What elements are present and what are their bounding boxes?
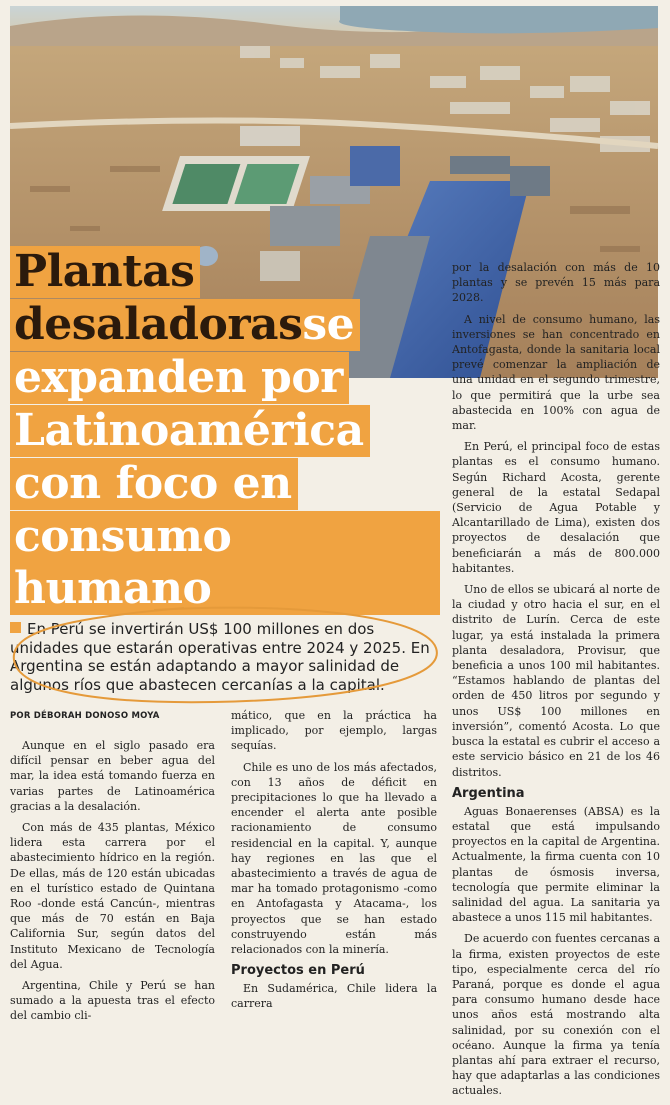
col3-paragraph: De acuerdo con fuentes cercanas a la firma, existen proyectos de este tipo, especialmente cerca del río Paraná, porque es donde el agua para consumo humano desde hace unos años está mostrando alta salinidad, por su conexión con el océano. Aunque la firma ya tenía plantas ahí para extraer el recurso, hay que adaptarlas a las condiciones actuales. bbox=[452, 932, 660, 1098]
col3-paragraph: Aguas Bonaerenses (ABSA) es la estatal que está impulsando proyectos en la capital de Argentina. Actualmente, la firma cuenta con 10 plantas de ósmosis inversa, tecnología que permite eliminar la salinidad del agua. La sanitaria ya abastece a unos 115 mil habitantes. bbox=[452, 804, 660, 925]
headline-line-2a: desaladoras bbox=[14, 299, 303, 350]
col3-paragraph: A nivel de consumo humano, las inversiones se han concentrado en Antofagasta, donde la sanitaria local prevé comenzar la ampliación de una unidad en el segundo trimestre, lo que permitirá que la urbe sea abastecida en 100% con agua de mar. bbox=[452, 312, 660, 433]
column-2 bbox=[231, 708, 437, 1018]
lead-text: En Perú se invertirán US$ 100 millones en dos unidades que estarán operativas entre 2024 y 2025. En Argentina se están adaptando a mayor salinidad de algunos ríos que abastecen cercanías a la capital. bbox=[10, 620, 430, 694]
section-heading-argentina: Argentina bbox=[452, 785, 525, 801]
headline-line-3: expanden por bbox=[10, 352, 349, 404]
headline-line-4: Latinoamérica bbox=[10, 405, 370, 457]
col3-paragraph: Uno de ellos se ubicará al norte de la ciudad y otro hacia el sur, en el distrito de Lurín. Cerca de este lugar, ya está instalada la primera planta desaladora, Provisur, que beneficia a unos 100 mil habitantes. “Estamos hablando de plantas del orden de 450 litros por segundo y unos US$ 100 millones en inversión”, comentó Acosta. Lo que busca la estatal es cubrir el acceso a este servicio básico en 21 de los 46 distritos. bbox=[452, 583, 660, 779]
headline-line-2b: se bbox=[302, 299, 355, 350]
column-1 bbox=[10, 738, 215, 1030]
headline-line-5: con foco en bbox=[10, 458, 298, 510]
col1-paragraph: Argentina, Chile y Perú se han sumado a la apuesta tras el efecto del cambio cli- bbox=[10, 979, 215, 1023]
byline: POR DÉBORAH DONOSO MOYA bbox=[10, 711, 160, 721]
headline-line-1: Plantas bbox=[10, 246, 200, 298]
lead-bullet-icon bbox=[10, 622, 21, 633]
section-heading-peru: Proyectos en Perú bbox=[231, 963, 365, 979]
col3-paragraph: por la desalación con más de 10 plantas y se prevén 15 más para 2028. bbox=[452, 261, 660, 305]
col3-paragraph: En Perú, el principal foco de estas plantas es el consumo humano. Según Richard Acosta, gerente general de la estatal Sedapal (Servicio de Agua Potable y Alcantarillado de Lima), existen dos proyectos de desalación que beneficiarán a más de 800.000 habitantes. bbox=[452, 440, 660, 575]
col1-paragraph: Aunque en el siglo pasado era difícil pensar en beber agua del mar, la idea está tomando fuerza en varias partes de Latinoamérica gracias a la desalación. bbox=[10, 739, 215, 813]
lead-paragraph bbox=[10, 620, 442, 694]
col2-paragraph: mático, que en la práctica ha implicado, por ejemplo, largas sequías. bbox=[231, 709, 437, 753]
col2-paragraph: Chile es uno de los más afectados, con 13 años de déficit en precipitaciones lo que ha llevado a encender el alerta ante posible racionamiento de consumo residencial en la capital. Y, aunque hay regiones en las que el abastecimiento a través de agua de mar ha tomado protagonismo -como en Antofagasta y Atacama-, los proyectos que se han estado construyendo están más relacionados con la minería. bbox=[231, 760, 437, 957]
headline-line-6: consumo humano bbox=[10, 511, 440, 615]
col2-paragraph: En Sudamérica, Chile lidera la carrera bbox=[231, 982, 437, 1011]
headline bbox=[10, 246, 440, 616]
column-3 bbox=[452, 260, 660, 1105]
col1-paragraph: Con más de 435 plantas, México lidera esta carrera por el abastecimiento hídrico en la región. De ellas, más de 120 están ubicadas en el turístico estado de Quintana Roo -donde está Cancún-, mientras que más de 70 están en Baja California Sur, según datos del Instituto Mexicano de Tecnología del Agua. bbox=[10, 821, 215, 971]
